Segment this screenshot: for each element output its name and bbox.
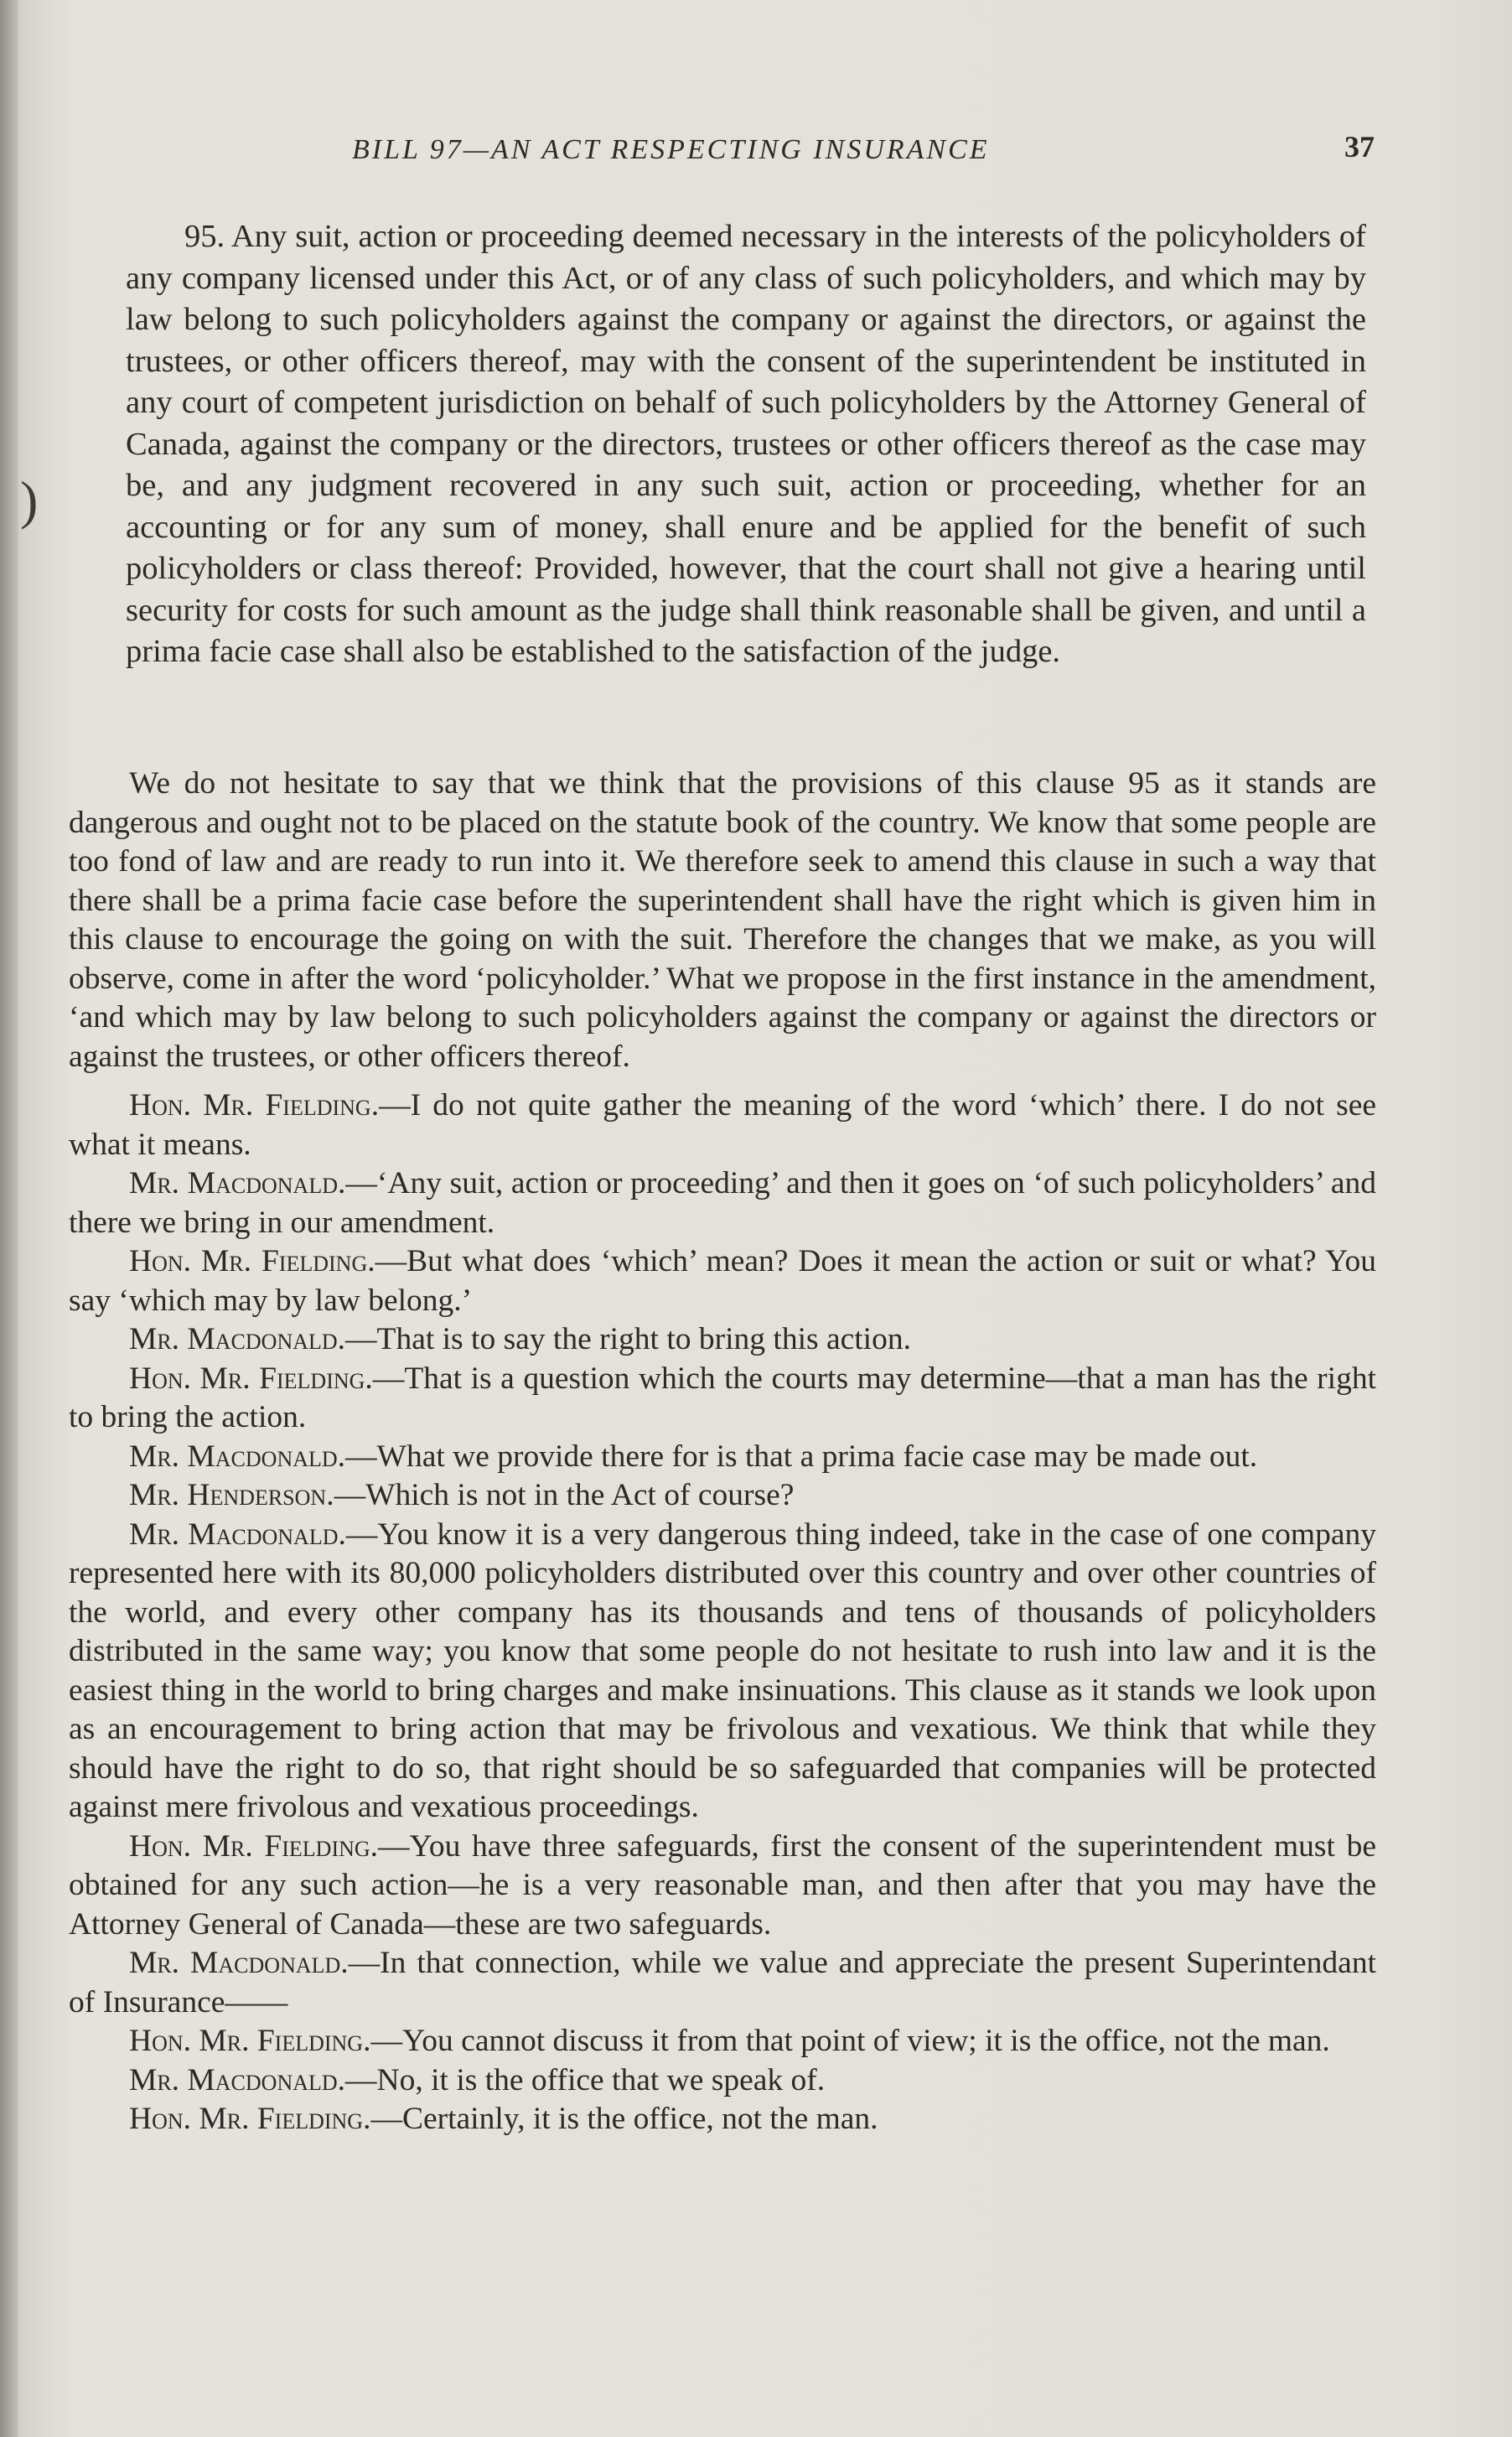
speaker-name: Hon. Mr. Fielding. xyxy=(129,1088,380,1123)
speaker-name: Mr. Henderson. xyxy=(129,1478,334,1512)
clause-text: 95. Any suit, action or proceeding deemed necessary in the interests of the policyholders of any company licensed under this Act, or of any class of such policyholders, and which may by law belong to such policyholders against the company or against the directors, or against the trustees, or other officers thereof, may with the consent of the superintendent be instituted in any court of competent jurisdiction on behalf of such policyholders by the Attorney General of Canada, against the company or the directors, trustees or other officers thereof as the case may be, and any judgment recovered in any such suit, action or proceeding, whether for an accounting or for any sum of money, shall enure and be applied for the benefit of such policyholders or class thereof: Provided, however, that the court shall not give a hearing until security for costs for such amount as the judge shall think reasonable shall be given, and until a prima facie case shall also be established to the satisfaction of the judge. xyxy=(126,219,1366,669)
speaker-name: Hon. Mr. Fielding. xyxy=(129,2102,371,2136)
speaker-name: Hon. Mr. Fielding. xyxy=(129,1244,375,1278)
speaker-name: Mr. Macdonald. xyxy=(129,1166,346,1200)
speech-text: —Which is not in the Act of course? xyxy=(334,1478,795,1512)
speaker-name: Hon. Mr. Fielding. xyxy=(129,1361,373,1396)
speech-text: —No, it is the office that we speak of. xyxy=(345,2062,826,2097)
dialogue-entry xyxy=(69,1516,1376,1828)
running-title: BILL 97—AN ACT RESPECTING INSURANCE xyxy=(352,134,990,165)
testimony-body xyxy=(69,765,1376,2139)
speaker-name: Mr. Macdonald. xyxy=(129,1946,349,1980)
dialogue-entry xyxy=(69,1828,1376,1945)
opening-paragraph: We do not hesitate to say that we think that the provisions of this clause 95 as it stands are dangerous and ought not to be placed on the statute book of the country. We know that some people are too fond of law and are ready to run into it. We therefore seek to amend this clause in such a way that there shall be a prima facie case before the superintendent shall have the right which is given him in this clause to encourage the going on with the suit. Therefore the changes that we make, as you will observe, come in after the word ‘policyholder.’ What we propose in the first instance in the amendment, ‘and which may by law belong to such policyholders against the company or against the directors or against the trustees, or other officers thereof. xyxy=(69,766,1376,1074)
dialogue-entry xyxy=(69,1944,1376,2022)
binding-edge xyxy=(0,0,18,2437)
speech-text: —You have three safeguards, first the consent of the superintendent must be obtained for any such action—he is a very reasonable man, and then after that you may have the Attorney General of Canada—these are two safeguards. xyxy=(69,1828,1376,1942)
speaker-name: Mr. Macdonald. xyxy=(129,1439,346,1474)
dialogue-entry xyxy=(69,1476,1376,1516)
speech-text: —You cannot discuss it from that point of view; it is the office, not the man. xyxy=(370,2024,1330,2058)
speaker-name: Mr. Macdonald. xyxy=(129,1517,346,1552)
running-header xyxy=(352,130,1375,184)
speaker-name: Hon. Mr. Fielding. xyxy=(129,2024,371,2058)
speech-text: —That is a question which the courts may determine—that a man has the right to bring the action. xyxy=(69,1361,1377,1434)
dialogue-entry xyxy=(69,1438,1376,1477)
page-number: 37 xyxy=(1344,130,1375,163)
dialogue-entry xyxy=(69,2100,1376,2139)
margin-bracket-mark: ) xyxy=(20,470,39,530)
speaker-name: Mr. Macdonald. xyxy=(129,2062,346,2097)
dialogue-entry xyxy=(69,1242,1376,1320)
speech-text: —I do not quite gather the meaning of the word ‘which’ there. I do not see what it means. xyxy=(69,1088,1376,1162)
dialogue-entry xyxy=(69,1360,1376,1438)
dialogue-entry xyxy=(69,2061,1376,2101)
speech-text: —But what does ‘which’ mean? Does it mean the action or suit or what? You say ‘which may by law belong.’ xyxy=(69,1244,1377,1318)
dialogue-entry xyxy=(69,2022,1376,2061)
speech-text: —You know it is a very dangerous thing indeed, take in the case of one company represented here with its 80,000 policyholders distributed over this country and over other countries of the world, and every other company has its thousands and tens of thousands of policyholders distributed in the same way; you know that some people do not hesitate to rush into law and it is the easiest thing in the world to bring charges and make insinuations. This clause as it stands we look upon as an encouragement to bring action that may be frivolous and vexatious. We think that while they should have the right to do so, that right should be so safeguarded that companies will be protected against mere frivolous and vexatious proceedings. xyxy=(69,1517,1376,1824)
speech-text: —In that connection, while we value and appreciate the present Superintendant of Insurance—— xyxy=(69,1946,1376,2020)
speech-text: —Certainly, it is the office, not the man. xyxy=(370,2102,878,2136)
quoted-clause-95 xyxy=(126,216,1366,673)
speech-text: —That is to say the right to bring this action. xyxy=(345,1322,911,1356)
speech-text: —What we provide there for is that a prima facie case may be made out. xyxy=(345,1439,1258,1474)
speaker-name: Hon. Mr. Fielding. xyxy=(129,1828,379,1864)
dialogue-entry xyxy=(69,1320,1376,1360)
speech-text: —‘Any suit, action or proceeding’ and then it goes on ‘of such policyholders’ and there we bring in our amendment. xyxy=(69,1166,1376,1240)
dialogue-entry xyxy=(69,1164,1376,1242)
dialogue-entry xyxy=(69,1086,1376,1164)
speaker-name: Mr. Macdonald. xyxy=(129,1322,346,1356)
